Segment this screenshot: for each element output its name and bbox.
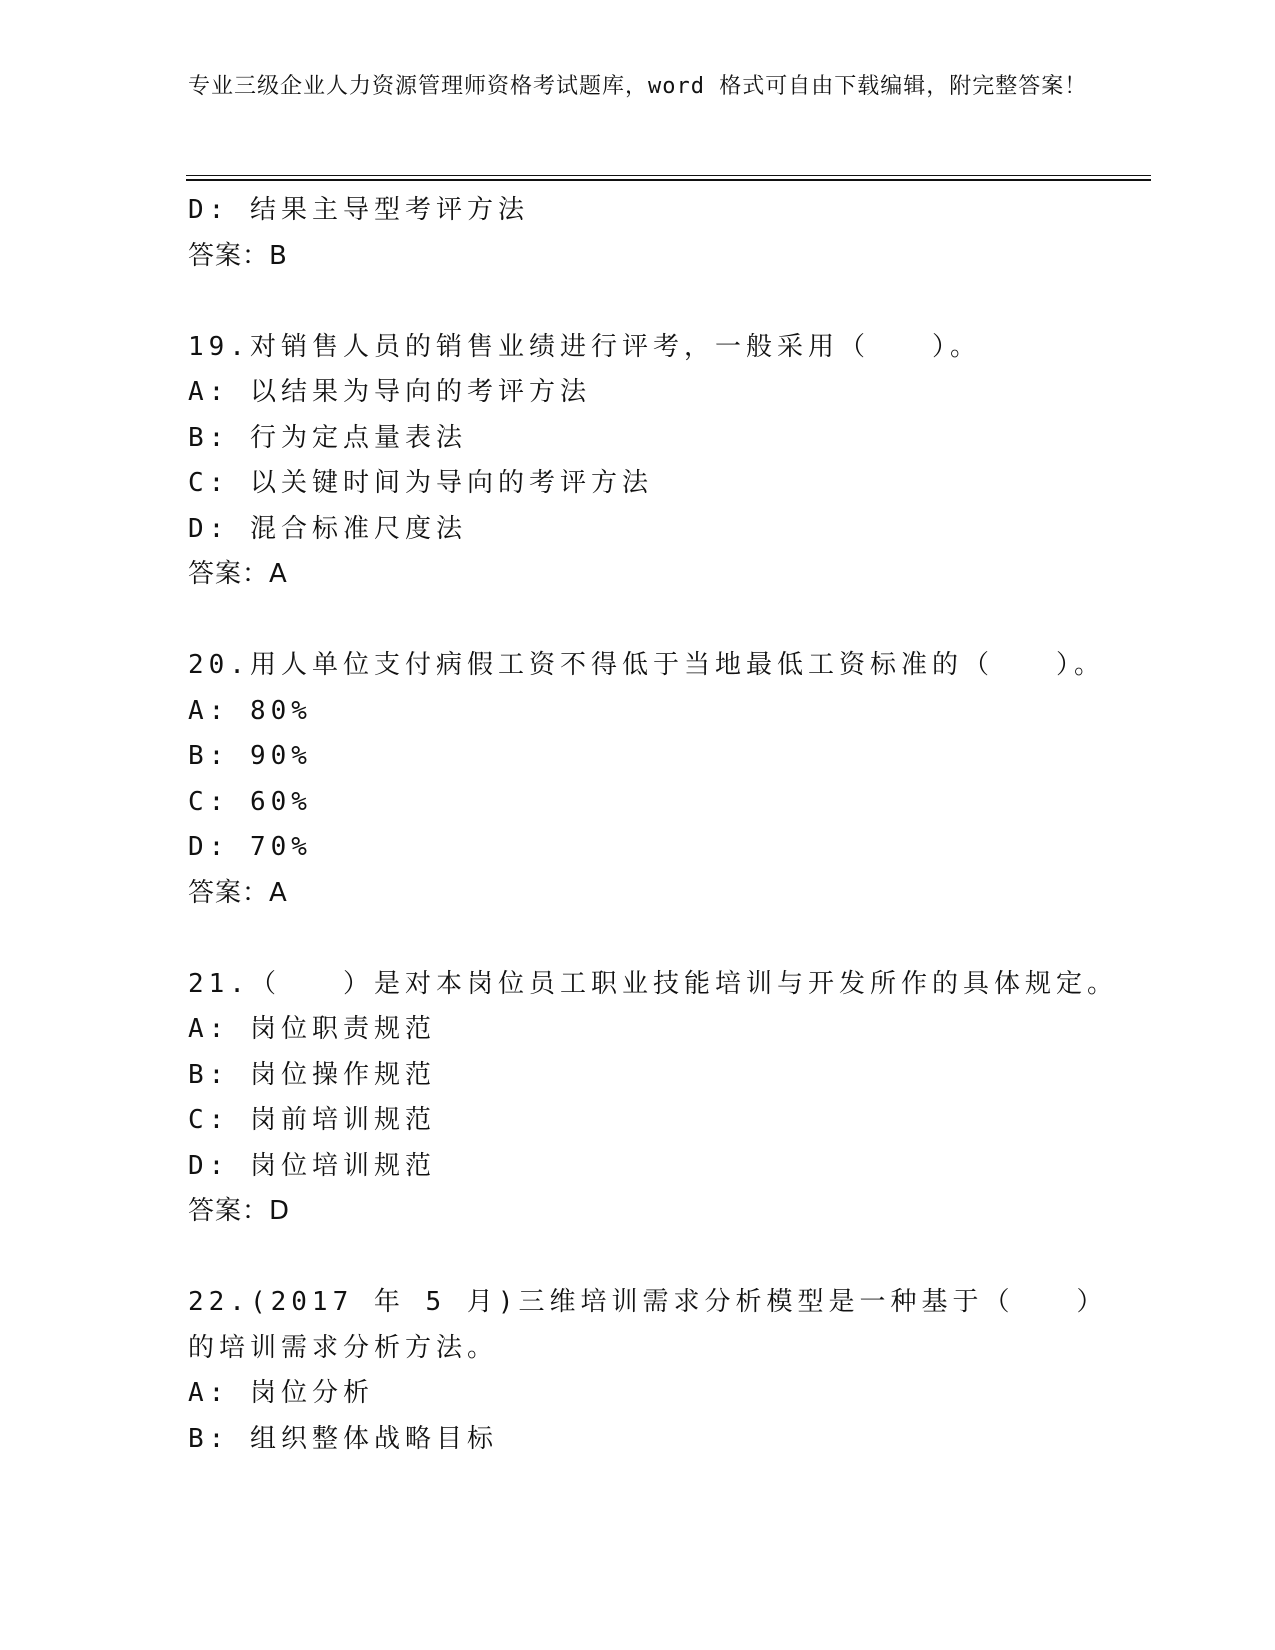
question-stem: 22.(2017 年 5 月)三维培训需求分析模型是一种基于（ ）的培训需求分析方法。: [188, 1287, 1108, 1363]
header-rule-thin: [186, 175, 1151, 176]
option-c: C: 60%: [188, 786, 312, 817]
question-block-18: [188, 188, 1118, 279]
option-c: C: 岗前培训规范: [188, 1105, 436, 1135]
spacer: [188, 916, 1118, 962]
question-block-20: [188, 643, 1118, 916]
spacer: [188, 279, 1118, 325]
option-d: D: 岗位培训规范: [188, 1150, 436, 1181]
option-d: D: 70%: [188, 832, 312, 862]
header-rule-thick: [186, 179, 1151, 181]
option-b: B: 组织整体战略目标: [188, 1423, 498, 1454]
answer-line: 答案：B: [188, 240, 288, 271]
question-stem: 21.（ ）是对本岗位员工职业技能培训与开发所作的具体规定。: [188, 968, 1118, 999]
answer-line: 答案：D: [188, 1196, 291, 1226]
answer-line: 答案：A: [188, 559, 288, 589]
option-b: B: 岗位操作规范: [188, 1059, 436, 1090]
option-d: D: 混合标准尺度法: [188, 513, 467, 544]
answer-line: 答案：A: [188, 877, 288, 908]
option-a: A: 岗位职责规范: [188, 1014, 436, 1044]
document-header: 专业三级企业人力资源管理师资格考试题库，word 格式可自由下载编辑，附完整答案！: [188, 74, 1088, 99]
option-c: C: 以关键时间为导向的考评方法: [188, 468, 653, 498]
spacer: [188, 1235, 1118, 1281]
option-a: A: 以结果为导向的考评方法: [188, 377, 591, 407]
option-d: D: 结果主导型考评方法: [188, 195, 529, 225]
option-b: B: 行为定点量表法: [188, 422, 467, 453]
question-stem: 20.用人单位支付病假工资不得低于当地最低工资标准的（ ）。: [188, 650, 1105, 680]
option-a: A: 岗位分析: [188, 1378, 374, 1408]
option-a: A: 80%: [188, 695, 312, 726]
option-b: B: 90%: [188, 741, 312, 771]
question-stem: 19.对销售人员的销售业绩进行评考，一般采用（ ）。: [188, 331, 981, 362]
document-body: [188, 188, 1118, 1462]
question-block-22: [188, 1280, 1118, 1462]
question-block-19: [188, 325, 1118, 598]
question-block-21: [188, 962, 1118, 1235]
spacer: [188, 598, 1118, 644]
